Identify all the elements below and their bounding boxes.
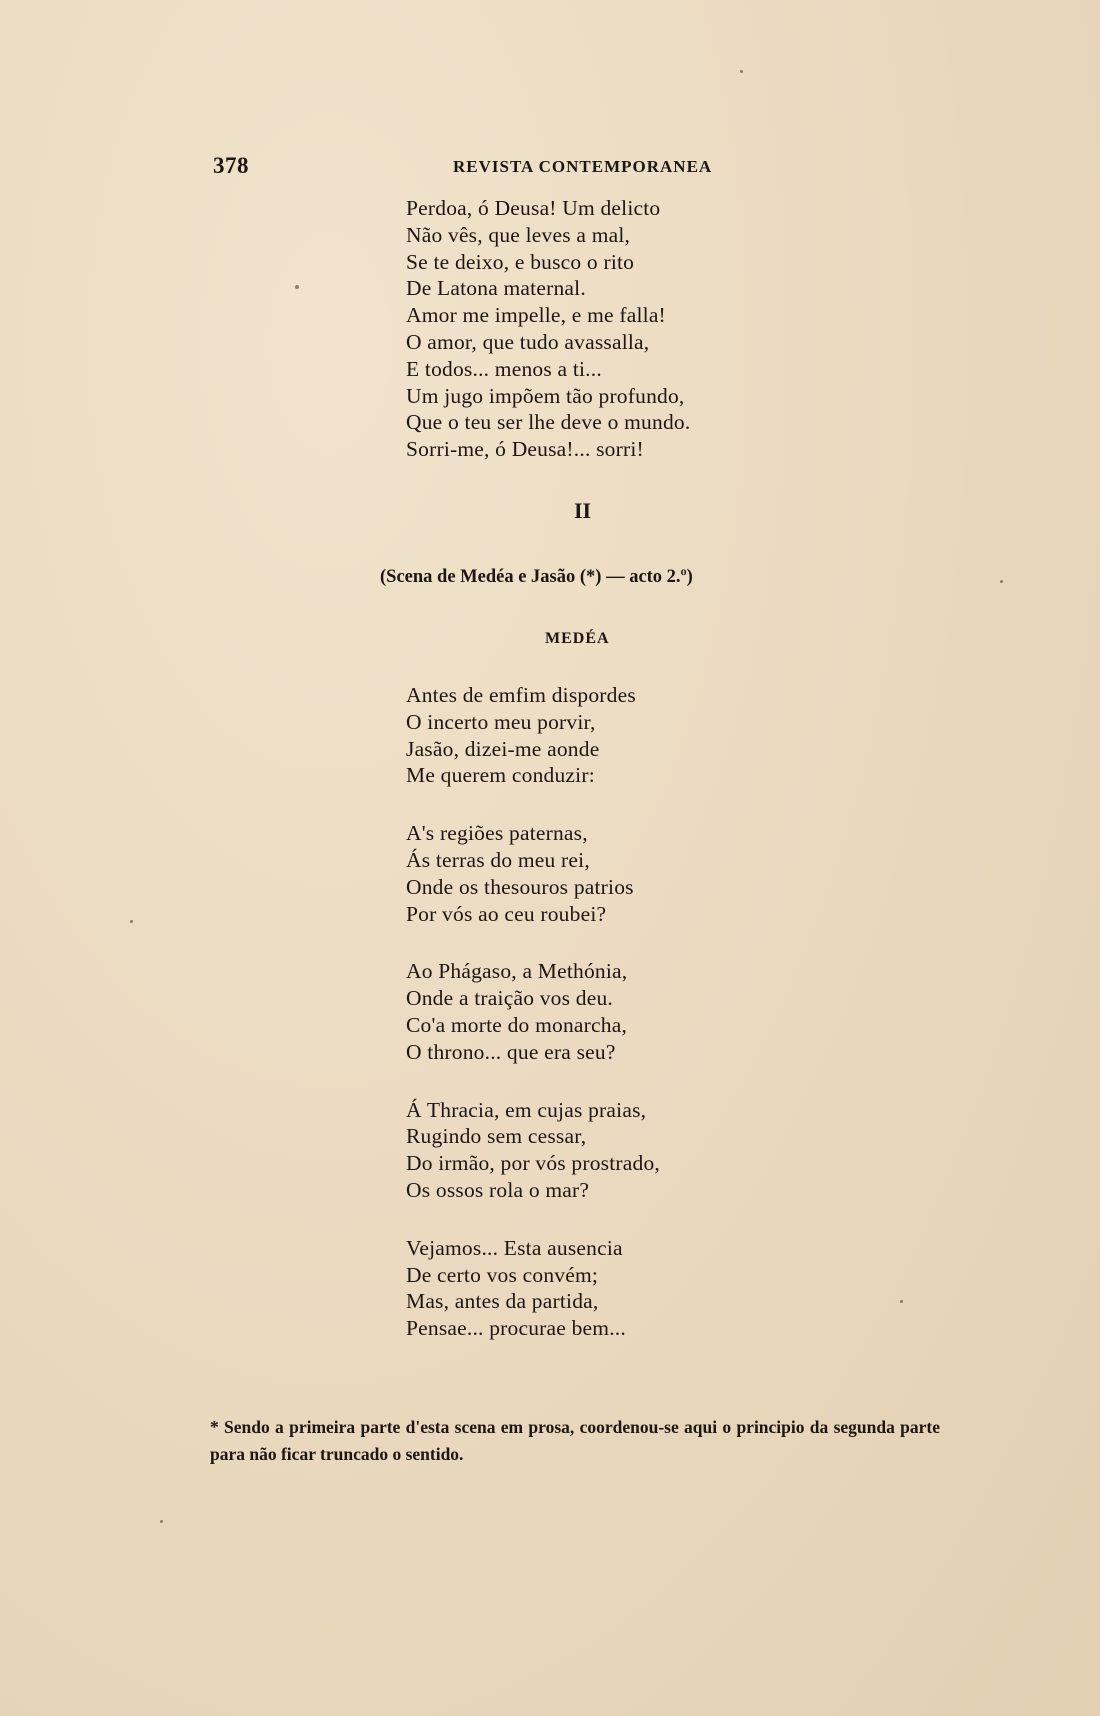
- verse-line: Rugindo sem cessar,: [406, 1124, 587, 1149]
- page-number: 378: [213, 153, 249, 178]
- paper-speck: [740, 70, 743, 73]
- running-title: REVISTA CONTEMPORANEA: [453, 157, 713, 176]
- scene-title: (Scena de Medéa e Jasão (*) — acto 2.º): [380, 567, 693, 587]
- paper-speck: [1000, 580, 1003, 583]
- verse-line: Pensae... procurae bem...: [406, 1316, 626, 1341]
- verse-line: Á Thracia, em cujas praias,: [406, 1097, 647, 1122]
- verse-line: Me querem conduzir:: [406, 763, 595, 788]
- verse-line: Os ossos rola o mar?: [406, 1177, 590, 1202]
- verse-line: A's regiões paternas,: [406, 821, 588, 846]
- page-header: [213, 153, 903, 183]
- verse-line: E todos... menos a ti...: [406, 356, 602, 381]
- paper-speck: [160, 1520, 163, 1523]
- verse-line: Um jugo impõem tão profundo,: [406, 383, 685, 408]
- character-name: MEDÉA: [545, 630, 610, 647]
- verse-line: Ao Phágaso, a Methónia,: [406, 959, 628, 984]
- verse-line: Se te deixo, e busco o rito: [406, 249, 635, 274]
- verse-line: Onde a traição vos deu.: [406, 986, 613, 1011]
- poem-part-two: [406, 682, 660, 1373]
- paper-speck: [900, 1300, 903, 1303]
- stanza: [406, 1097, 660, 1204]
- verse-line: Vejamos... Esta ausencia: [406, 1235, 623, 1260]
- verse-line: Perdoa, ó Deusa! Um delicto: [406, 196, 661, 220]
- verse-line: Que o teu ser lhe deve o mundo.: [406, 410, 691, 435]
- stanza: [406, 682, 660, 789]
- verse-line: Ás terras do meu rei,: [406, 847, 590, 872]
- verse-line: Jasão, dizei-me aonde: [406, 736, 600, 761]
- section-numeral: II: [574, 498, 592, 523]
- paper-speck: [295, 285, 299, 289]
- verse-line: Antes de emfim dispordes: [406, 683, 636, 707]
- verse-line: Mas, antes da partida,: [406, 1289, 599, 1314]
- verse-line: Sorri-me, ó Deusa!... sorri!: [406, 437, 644, 462]
- poem-part-one: [406, 195, 690, 463]
- paper-speck: [130, 920, 133, 923]
- stanza: [406, 958, 660, 1065]
- verse-line: Por vós ao ceu roubei?: [406, 901, 607, 926]
- stanza: [406, 820, 660, 927]
- verse-line: Co'a morte do monarcha,: [406, 1012, 628, 1037]
- verse-line: O incerto meu porvir,: [406, 709, 596, 734]
- verse-line: Do irmão, por vós prostrado,: [406, 1151, 661, 1176]
- verse-line: Onde os thesouros patrios: [406, 874, 634, 899]
- footnote: * Sendo a primeira parte d'esta scena em prosa, coordenou-se aqui o principio da segunda parte para não ficar truncado o sentido.: [210, 1417, 940, 1464]
- verse-line: De certo vos convém;: [406, 1262, 599, 1287]
- stanza: [406, 1235, 660, 1342]
- verse-line: Não vês, que leves a mal,: [406, 222, 631, 247]
- verse-line: Amor me impelle, e me falla!: [406, 303, 666, 328]
- verse-line: O amor, que tudo avassalla,: [406, 329, 650, 354]
- verse-line: De Latona maternal.: [406, 276, 586, 301]
- verse-line: O throno... que era seu?: [406, 1039, 616, 1064]
